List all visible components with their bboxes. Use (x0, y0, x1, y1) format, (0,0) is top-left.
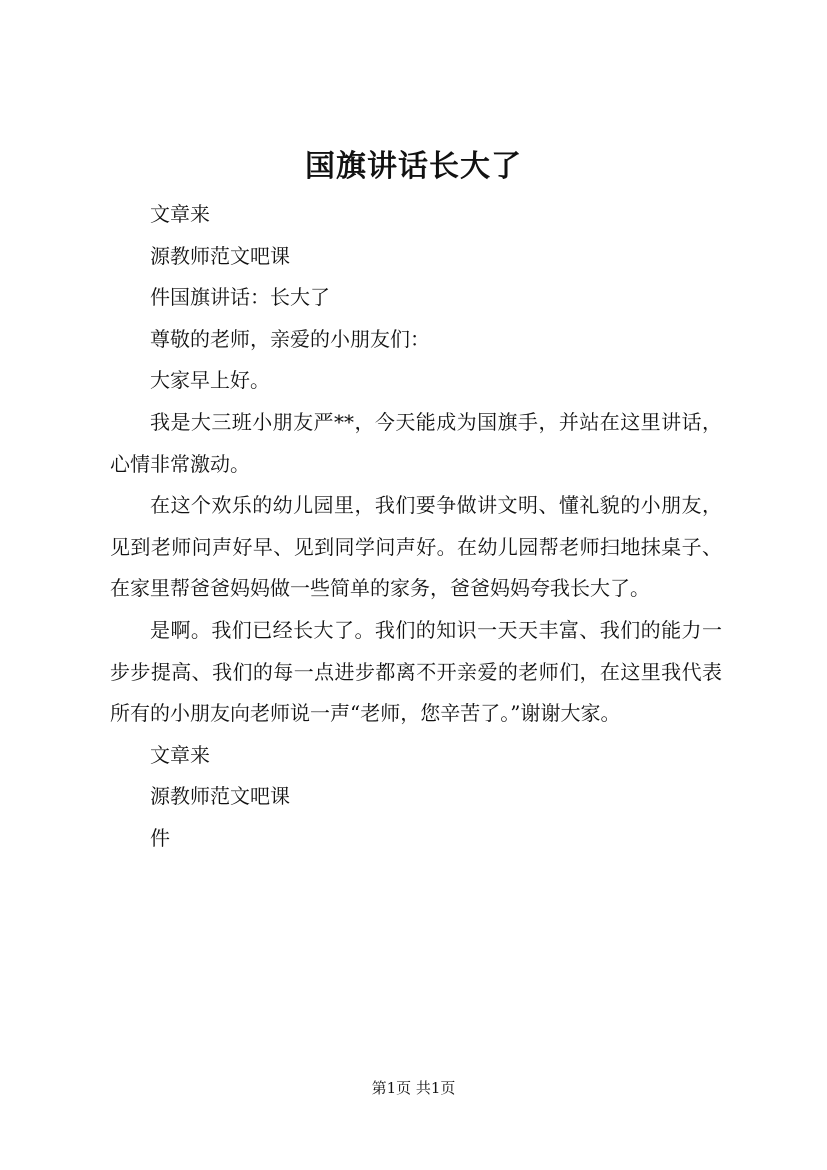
paragraph: 尊敬的老师，亲爱的小朋友们： (150, 326, 430, 351)
paragraph: 在这个欢乐的幼儿园里，我们要争做讲文明、懂礼貌的小朋友，见到老师问声好早、见到同学问声好。在幼儿园帮老师扫地抹桌子、在家里帮爸爸妈妈做一些简单的家务，爸爸妈妈夸我长大了。 (110, 493, 722, 601)
paragraph: 文章来 (150, 202, 210, 226)
paragraph: 件国旗讲话：长大了 (150, 285, 330, 310)
paragraph: 文章来 (150, 742, 210, 767)
paragraph: 大家早上好。 (150, 368, 270, 393)
paragraph: 件 (150, 825, 170, 850)
paragraph: 源教师范文吧课 (150, 243, 290, 268)
paragraph: 我是大三班小朋友严**，今天能成为国旗手，并站在这里讲话，心情非常激动。 (110, 409, 722, 476)
page-footer: 第1页 共1页 (371, 1079, 456, 1097)
document-title: 国旗讲话长大了 (305, 149, 522, 184)
paragraph: 是啊。我们已经长大了。我们的知识一天天丰富、我们的能力一步步提高、我们的每一点进步都离不开亲爱的老师们，在这里我代表所有的小朋友向老师说一声“老师，您辛苦了。”谢谢大家。 (110, 617, 722, 726)
paragraph: 源教师范文吧课 (150, 784, 290, 809)
document-body (110, 194, 722, 860)
